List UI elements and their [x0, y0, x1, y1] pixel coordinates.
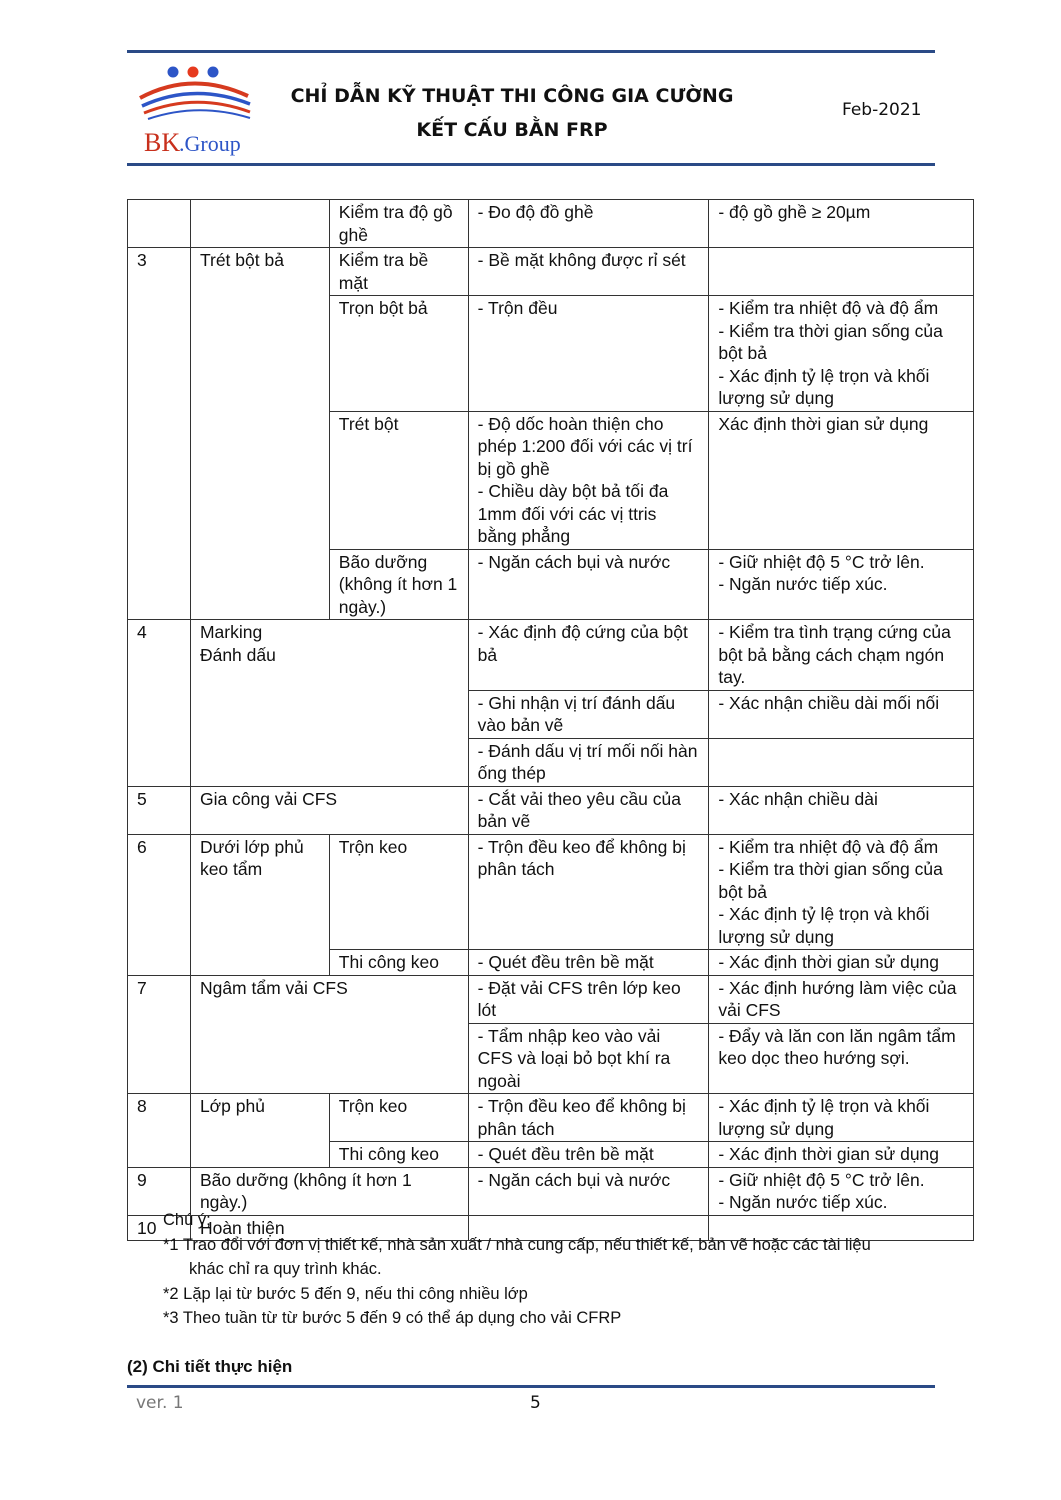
footer-rule — [127, 1385, 935, 1388]
note-3: *3 Theo tuần từ từ bước 5 đến 9 có thể áp dụng cho vải CFRP — [163, 1309, 622, 1327]
step-number: 10 — [128, 1215, 191, 1241]
step-name: Marking Đánh dấu — [190, 620, 468, 787]
table-row — [128, 620, 974, 691]
table-cell: - Quét đều trên bề mặt — [468, 1142, 709, 1168]
table-row — [128, 834, 974, 950]
table-cell: - Ghi nhận vị trí đánh dấu vào bản vẽ — [468, 690, 709, 738]
step-number: 7 — [128, 975, 191, 1094]
table-cell: Trọn bột bả — [329, 296, 468, 412]
table-cell: - Xác nhận chiều dài mối nối — [709, 690, 974, 738]
step-number: 5 — [128, 786, 191, 834]
table-cell: - độ gồ ghề ≥ 20µm — [709, 200, 974, 248]
table-cell — [709, 738, 974, 786]
table-cell: Trộn keo — [329, 1094, 468, 1142]
table-cell: Kiểm tra bề mặt — [329, 248, 468, 296]
step-name: Trét bột bả — [190, 248, 329, 620]
table-cell: Bão dưỡng (không ít hơn 1 ngày.) — [329, 549, 468, 620]
notes-block — [163, 1208, 943, 1331]
table-row — [128, 975, 974, 1023]
table-cell: - Xác định hướng làm việc của vải CFS — [709, 975, 974, 1023]
table-cell: - Kiểm tra nhiệt độ và độ ẩm - Kiểm tra thời gian sống của bột bả - Xác định tỷ lệ trọn và khối lượng sử dụng — [709, 834, 974, 950]
table-row — [128, 786, 974, 834]
table-cell: - Xác định độ cứng của bột bả — [468, 620, 709, 691]
table-cell: - Cắt vải theo yêu cầu của bản vẽ — [468, 786, 709, 834]
step-name: Bão dưỡng (không ít hơn 1 ngày.) — [190, 1167, 468, 1215]
table-row — [128, 1094, 974, 1142]
notes-heading: Chú ý; — [163, 1211, 211, 1229]
step-name: Gia công vải CFS — [190, 786, 468, 834]
doc-date: Feb-2021 — [842, 100, 922, 120]
bk-group-logo — [132, 62, 262, 162]
table-cell: - Trộn đều keo để không bị phân tách — [468, 1094, 709, 1142]
table-cell: Kiểm tra độ gồ ghề — [329, 200, 468, 248]
step-name: Dưới lớp phủ keo tẩm — [190, 834, 329, 975]
table-cell: - Ngăn cách bụi và nước — [468, 549, 709, 620]
table-cell: - Kiểm tra tình trạng cứng của bột bả bằng cách chạm ngón tay. — [709, 620, 974, 691]
doc-title-line2: KẾT CẤU BẰN FRP — [416, 119, 608, 141]
table-cell — [709, 248, 974, 296]
note-1-continued: khác chỉ ra quy trình khác. — [189, 1260, 382, 1278]
table-cell: - Tẩm nhập keo vào vải CFS và loại bỏ bọt khí ra ngoài — [468, 1023, 709, 1094]
table-cell: - Giữ nhiệt độ 5 °C trở lên. - Ngăn nước tiếp xúc. — [709, 1167, 974, 1215]
logo-text-bk: BK — [144, 128, 181, 157]
table-cell: Thi công keo — [329, 950, 468, 976]
header-bottom-rule — [127, 163, 935, 166]
table-cell: - Xác định thời gian sử dụng — [709, 1142, 974, 1168]
procedure-table — [127, 199, 974, 1241]
note-2: *2 Lặp lại từ bước 5 đến 9, nếu thi công nhiều lớp — [163, 1284, 528, 1303]
step-number: 4 — [128, 620, 191, 787]
step-number: 6 — [128, 834, 191, 975]
version-label: ver. 1 — [136, 1393, 184, 1413]
section-title: (2) Chi tiết thực hiện — [127, 1357, 293, 1376]
step-number: 8 — [128, 1094, 191, 1168]
logo-text-group: .Group — [179, 131, 241, 156]
note-1: *1 Trao đổi với đơn vị thiết kế, nhà sản xuất / nhà cung cấp, nếu thiết kế, bản vẽ hoặc các tài liệu — [163, 1235, 871, 1254]
header-top-rule — [127, 50, 935, 53]
table-row — [128, 248, 974, 296]
table-cell: - Kiểm tra nhiệt độ và độ ẩm - Kiểm tra thời gian sống của bột bả - Xác định tỷ lệ trọn và khối lượng sử dụng — [709, 296, 974, 412]
step-name: Ngâm tẩm vải CFS — [190, 975, 468, 1094]
page-number: 5 — [530, 1393, 541, 1413]
step-number: 3 — [128, 248, 191, 620]
step-name: Hoàn thiện — [190, 1215, 468, 1241]
table-cell: - Trộn đều keo để không bị phân tách — [468, 834, 709, 950]
table-cell: - Trộn đều — [468, 296, 709, 412]
table-cell: Trộn keo — [329, 834, 468, 950]
step-name: Lớp phủ — [190, 1094, 329, 1168]
table-cell: - Đo độ đồ ghề — [468, 200, 709, 248]
table-cell: - Đặt vải CFS trên lớp keo lót — [468, 975, 709, 1023]
table-cell: Thi công keo — [329, 1142, 468, 1168]
table-cell: - Ngăn cách bụi và nước — [468, 1167, 709, 1215]
table-cell: - Bề mặt không được rỉ sét — [468, 248, 709, 296]
table-cell: - Đánh dấu vị trí mối nối hàn ống thép — [468, 738, 709, 786]
table-row — [128, 200, 974, 248]
doc-title-line1: CHỈ DẪN KỸ THUẬT THI CÔNG GIA CƯỜNG — [290, 85, 734, 107]
table-cell: - Xác định tỷ lệ trọn và khối lượng sử dụng — [709, 1094, 974, 1142]
table-cell: - Đẩy và lăn con lăn ngâm tẩm keo dọc theo hướng sợi. — [709, 1023, 974, 1094]
table-cell: Trét bột — [329, 411, 468, 549]
step-number: 9 — [128, 1167, 191, 1215]
table-cell: - Giữ nhiệt độ 5 °C trở lên. - Ngăn nước tiếp xúc. — [709, 549, 974, 620]
table-cell: - Xác nhận chiều dài — [709, 786, 974, 834]
table-cell: - Xác định thời gian sử dụng — [709, 950, 974, 976]
table-cell: Xác định thời gian sử dụng — [709, 411, 974, 549]
table-cell: - Độ dốc hoàn thiện cho phép 1:200 đối với các vị trí bị gồ ghề - Chiều dày bột bả tối đa 1mm đối với các vị ttris bằng phẳng — [468, 411, 709, 549]
table-cell: - Quét đều trên bề mặt — [468, 950, 709, 976]
